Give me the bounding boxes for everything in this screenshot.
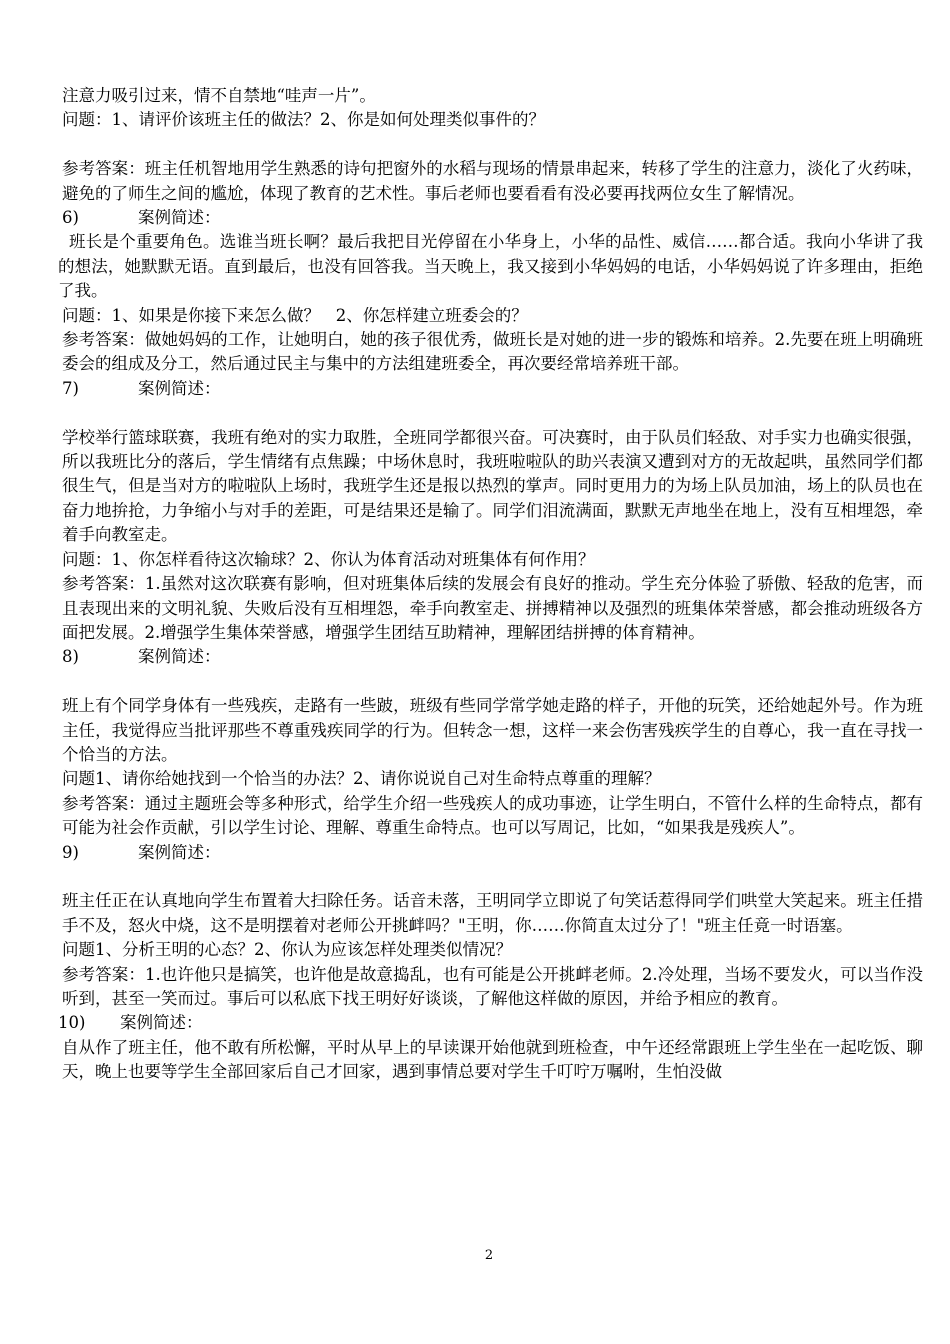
case-title: 案例简述： [120,1013,203,1033]
blank-line [58,865,923,889]
paragraph: 问题：1、如果是你接下来怎么做？ 2、你怎样建立班委会的？ [62,305,528,325]
paragraph: 自从作了班主任，他不敢有所松懈，平时从早上的早读课开始他就到班检查，中午还经常跟班上学生坐在一起吃饭、聊天，晚上也要等学生全部回家后自己才回家，遇到事情总要对学生千叮咛万嘱咐，生怕没做 [62,1037,923,1082]
paragraph: 参考答案：1.也许他只是搞笑，也许他是故意捣乱，也有可能是公开挑衅老师。2.冷处理，当场不要发火，可以当作没听到，甚至一笑而过。事后可以私底下找王明好好谈谈，了解他这样做的原因，并给予相应的教育。 [62,964,923,1008]
case-heading [58,841,923,865]
case-number: 6) [62,208,79,228]
paragraph: 问题：1、请评价该班主任的做法？2、你是如何处理类似事件的？ [62,110,545,130]
paragraph: 问题：1、你怎样看待这次输球？2、你认为体育活动对班集体有何作用？ [62,549,595,569]
paragraph: 班长是个重要角色。选谁当班长啊？最后我把目光停留在小华身上，小华的品性、威信……都合适。我向小华讲了我的想法，她默默无语。直到最后，也没有回答我。当天晚上，我又接到小华妈妈的电话，小华妈妈说了许多理由，拒绝了我。 [58,232,923,301]
case-number: 8) [62,647,79,667]
paragraph: 参考答案：班主任机智地用学生熟悉的诗句把窗外的水稻与现场的情景串起来，转移了学生的注意力，淡化了火药味，避免的了师生之间的尴尬，体现了教育的艺术性。事后老师也要看看有没必要再找两位女生了解情况。 [62,159,923,203]
case-heading [58,377,923,401]
blank-line [58,401,923,425]
case-title: 案例简述： [138,208,221,228]
case-heading [58,645,923,669]
paragraph: 参考答案：1.虽然对这次联赛有影响，但对班集体后续的发展会有良好的推动。学生充分体验了骄傲、轻敌的危害，而且表现出来的文明礼貌、失败后没有互相埋怨，牵手向教室走、拼搏精神以及强烈的班集体荣誉感，都会推动班级各方面把发展。2.增强学生集体荣誉感，增强学生团结互助精神，理解团结拼搏的体育精神。 [62,574,923,642]
paragraph: 参考答案：做她妈妈的工作，让她明白，她的孩子很优秀，做班长是对她的进一步的锻炼和培养。2.先要在班上明确班委会的组成及分工，然后通过民主与集中的方法组建班委全，再次要经常培养班干部。 [62,330,923,374]
case-number: 7) [62,378,79,398]
case-title: 案例简述： [138,842,221,862]
paragraph: 参考答案：通过主题班会等多种形式，给学生介绍一些残疾人的成功事迹，让学生明白，不管什么样的生命特点，都有可能为社会作贡献，引以学生讨论、理解、尊重生命特点。也可以写周记，比如，“如果我是残疾人”。 [62,793,923,838]
case-heading [58,1011,923,1035]
case-title: 案例简述： [138,647,221,667]
paragraph: 问题1、请你给她找到一个恰当的办法？2、请你说说自己对生命特点尊重的理解？ [62,769,661,789]
document-body [58,84,923,1085]
paragraph: 班上有个同学身体有一些残疾，走路有一些跛，班级有些同学常学她走路的样子，开他的玩笑，还给她起外号。作为班主任，我觉得应当批评那些不尊重残疾同学的行为。但转念一想，这样一来会伤害残疾学生的自尊心，我一直在寻找一个恰当的方法。 [62,696,923,764]
paragraph: 班主任正在认真地向学生布置着大扫除任务。话音未落，王明同学立即说了句笑话惹得同学们哄堂大笑起来。班主任措手不及，怒火中烧，这不是明摆着对老师公开挑衅吗？"王明，你……你简直太过分了！"班主任竟一时语塞。 [62,891,923,935]
paragraph: 学校举行篮球联赛，我班有绝对的实力取胜，全班同学都很兴奋。可决赛时，由于队员们轻敌、对手实力也确实很强，所以我班比分的落后，学生情绪有点焦躁；中场休息时，我班啦啦队的助兴表演又遭到对方的无故起哄，虽然同学们都很生气，但是当对方的啦啦队上场时，我班学生还是报以热烈的掌声。同时更用力的为场上队员加油，场上的队员也在奋力地拚抢，力争缩小与对手的差距，可是结果还是输了。同学们泪流满面，默默无声地坐在地上，没有互相埋怨，牵着手向教室走。 [62,427,923,545]
case-number: 10) [58,1013,86,1033]
paragraph: 注意力吸引过来，情不自禁地“哇声一片”。 [62,86,376,105]
blank-line [58,670,923,694]
page-number: 2 [484,1248,494,1263]
case-number: 9) [62,842,79,862]
paragraph: 问题1、分析王明的心态？2、你认为应该怎样处理类似情况？ [62,940,512,960]
case-title: 案例简述： [138,378,221,398]
blank-line [58,133,923,157]
case-heading [58,206,923,230]
